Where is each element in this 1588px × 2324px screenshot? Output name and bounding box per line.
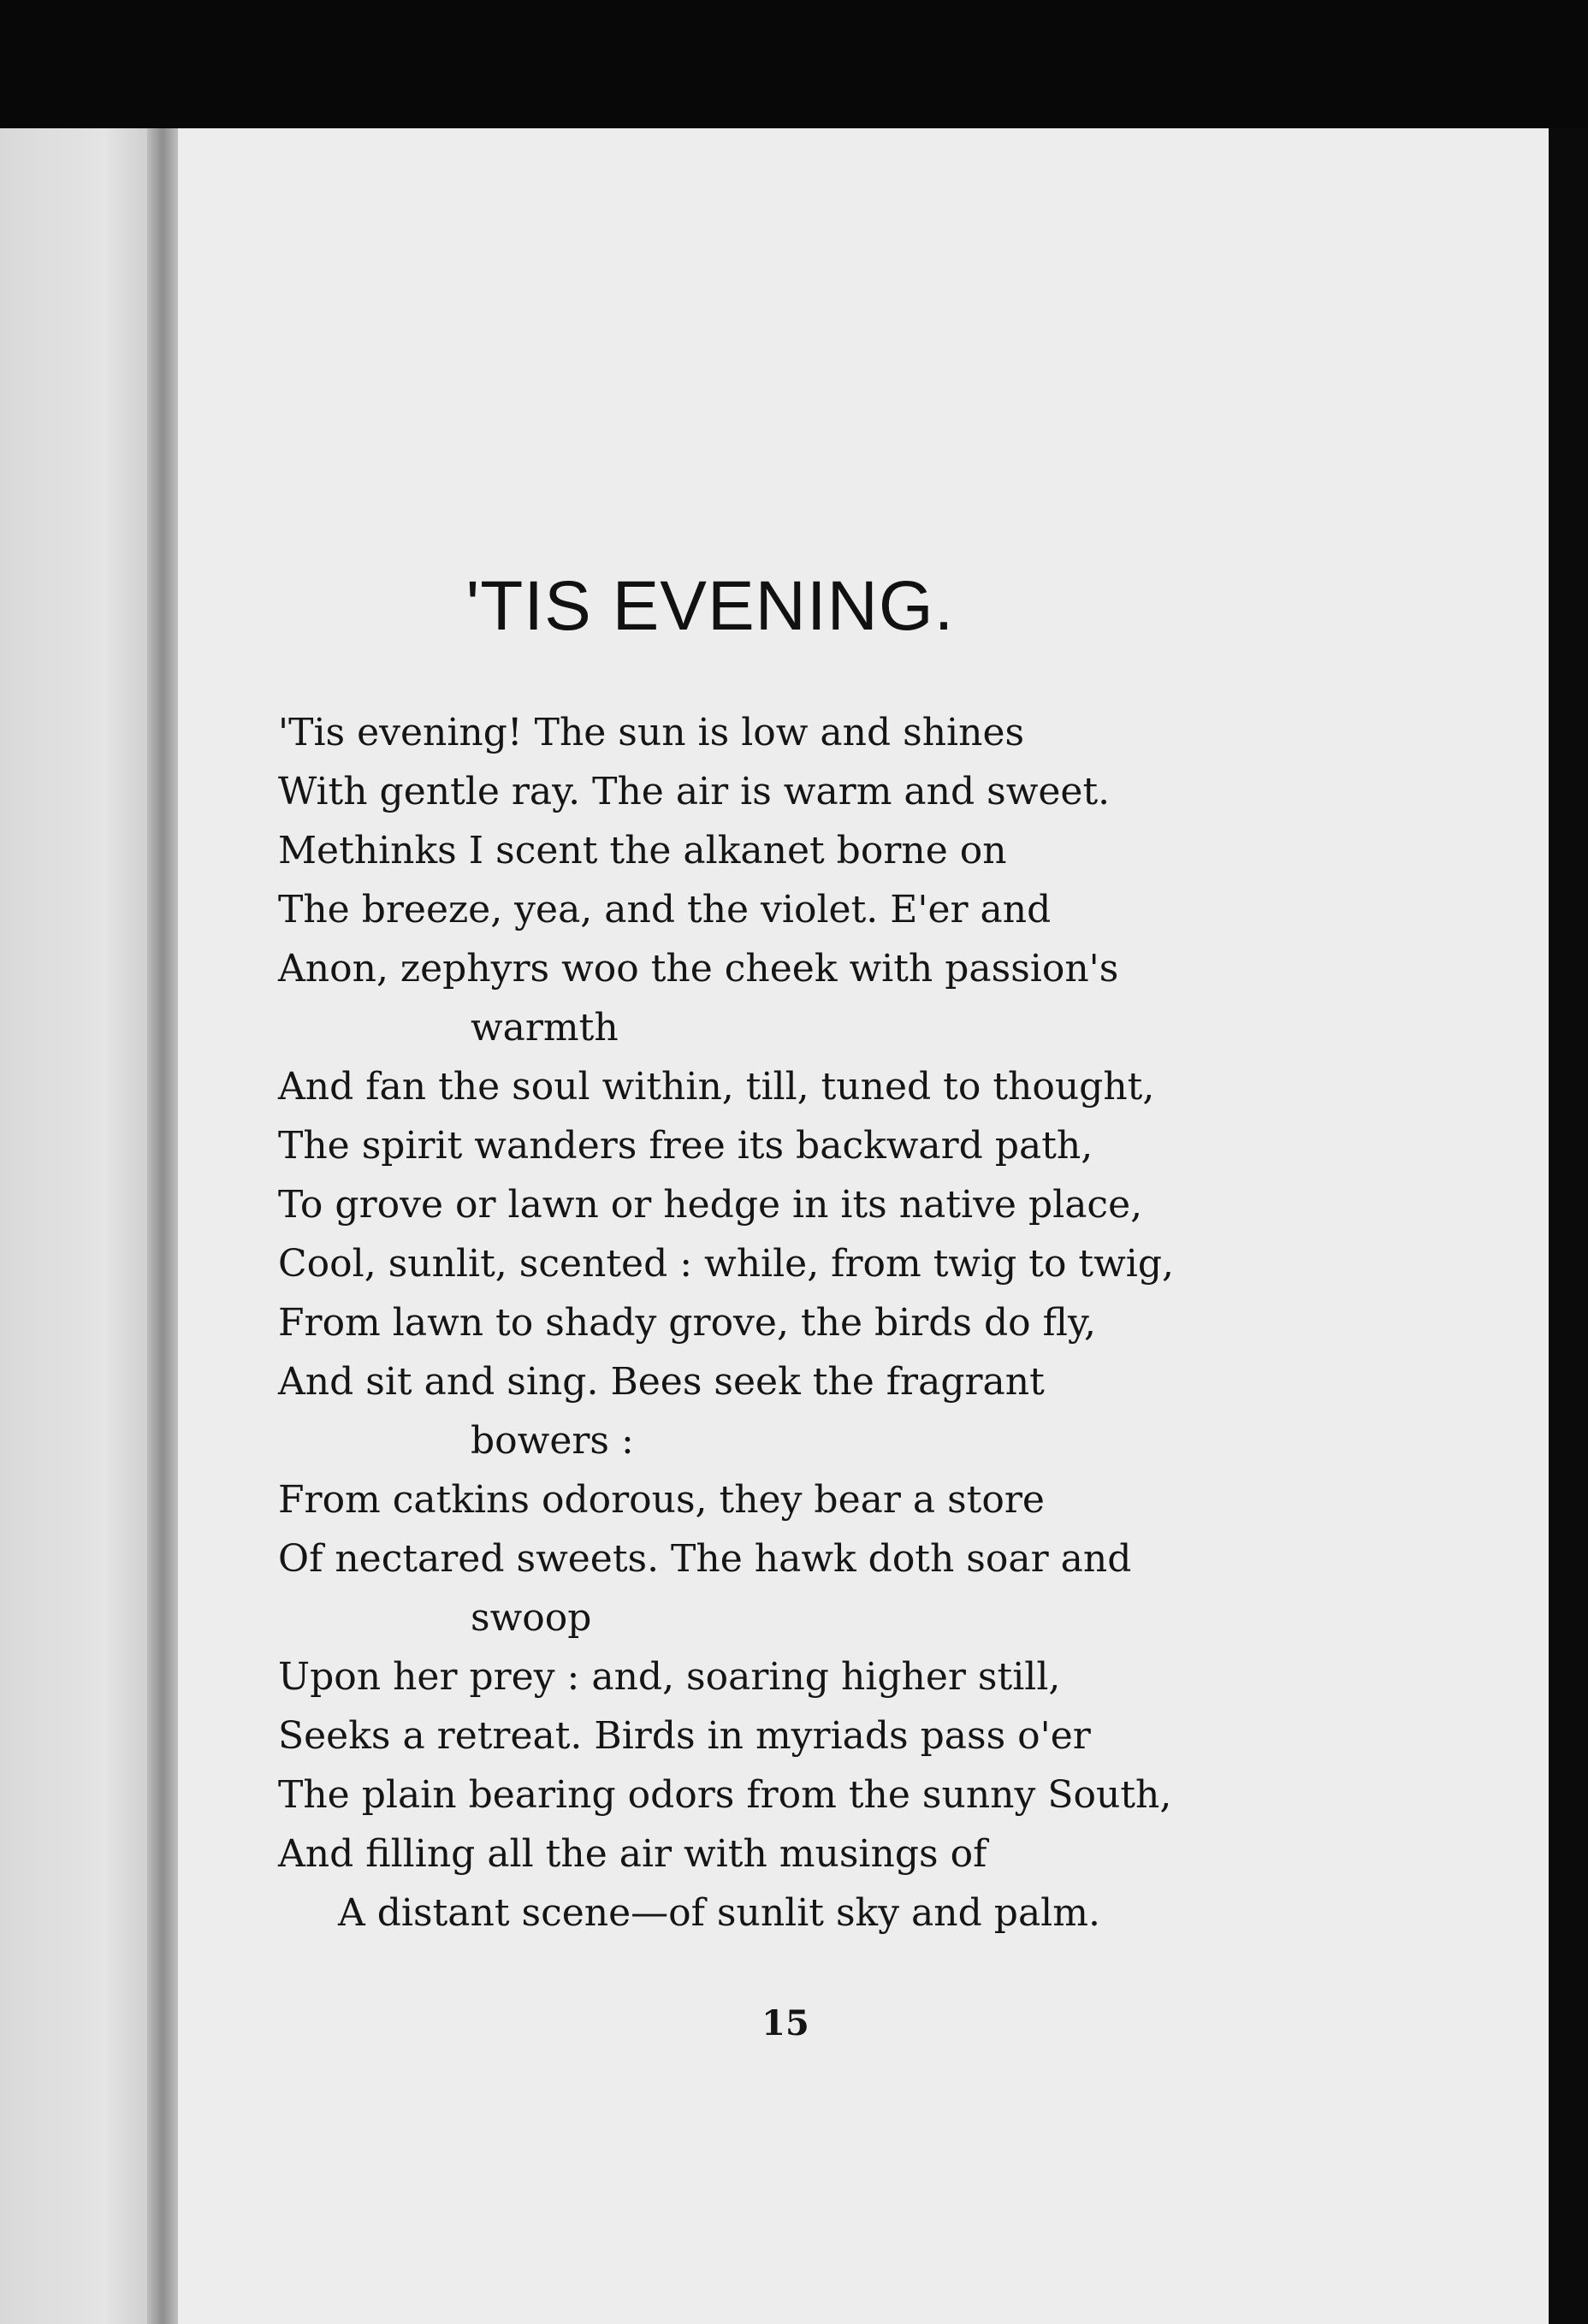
poem-line: From catkins odorous, they bear a store xyxy=(278,1478,1045,1522)
scan-border-right xyxy=(1549,128,1588,2324)
poem-line: The plain bearing odors from the sunny South, xyxy=(278,1773,1172,1817)
poem-line: To grove or lawn or hedge in its native place, xyxy=(278,1183,1143,1227)
poem-line: Methinks I scent the alkanet borne on xyxy=(278,829,1007,872)
poem-line: And fan the soul within, till, tuned to thought, xyxy=(278,1065,1155,1109)
page-number: 15 xyxy=(761,2003,809,2043)
poem-title: 'TIS EVENING. xyxy=(465,567,955,645)
poem-line: The breeze, yea, and the violet. E'er and xyxy=(278,888,1052,931)
poem-line: The spirit wanders free its backward path, xyxy=(278,1124,1093,1168)
book-gutter xyxy=(147,128,181,2324)
poem-line: With gentle ray. The air is warm and sweet. xyxy=(278,770,1111,813)
poem-line: Cool, sunlit, scented : while, from twig to twig, xyxy=(278,1242,1174,1286)
poem-line: And filling all the air with musings of xyxy=(278,1832,987,1876)
poem-line: Of nectared sweets. The hawk doth soar and xyxy=(278,1537,1132,1581)
poem-body xyxy=(278,703,1305,1943)
poem-line: warmth xyxy=(471,1006,619,1050)
poem-line: From lawn to shady grove, the birds do fly, xyxy=(278,1301,1096,1345)
poem-line: Seeks a retreat. Birds in myriads pass o'er xyxy=(278,1714,1091,1758)
poem-line: 'Tis evening! The sun is low and shines xyxy=(278,711,1025,754)
poem-line: And sit and sing. Bees seek the fragrant xyxy=(278,1360,1045,1404)
poem-line: Anon, zephyrs woo the cheek with passion's xyxy=(278,947,1119,991)
poem-line: bowers : xyxy=(471,1419,634,1463)
poem-line: A distant scene—of sunlit sky and palm. xyxy=(338,1891,1100,1935)
poem-line: Upon her prey : and, soaring higher still, xyxy=(278,1655,1061,1699)
scan-border-top xyxy=(0,0,1588,128)
poem-line: swoop xyxy=(471,1596,592,1640)
